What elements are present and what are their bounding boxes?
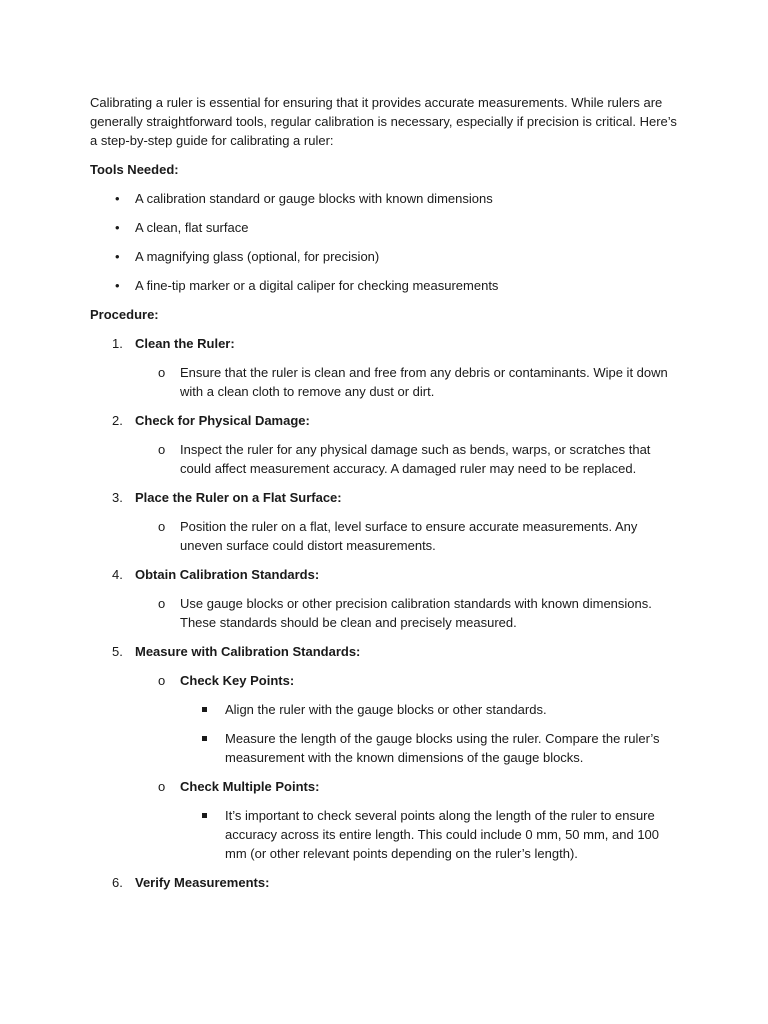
bullet-icon: • xyxy=(115,191,120,206)
procedure-step xyxy=(90,411,680,478)
step-number: 1. xyxy=(112,336,123,351)
step-title: Verify Measurements: xyxy=(135,875,270,890)
list-item xyxy=(135,363,680,401)
step-title: Check for Physical Damage: xyxy=(135,413,310,428)
procedure-steps xyxy=(90,334,680,892)
step-number: 2. xyxy=(112,413,123,428)
step-title: Clean the Ruler: xyxy=(135,336,235,351)
step-detail-list xyxy=(135,440,680,478)
list-item xyxy=(135,517,680,555)
procedure-step xyxy=(90,873,680,892)
step-detail: Inspect the ruler for any physical damage such as bends, warps, or scratches that could affect measurement accuracy. A damaged ruler may need to be replaced. xyxy=(180,442,651,476)
procedure-step xyxy=(90,642,680,863)
step-detail: Use gauge blocks or other precision calibration standards with known dimensions. These standards should be clean and precisely measured. xyxy=(180,596,652,630)
list-item xyxy=(135,594,680,632)
list-item xyxy=(135,777,680,863)
bullet-icon: • xyxy=(115,278,120,293)
bullet-icon: • xyxy=(115,220,120,235)
list-item xyxy=(180,806,680,863)
step-title: Measure with Calibration Standards: xyxy=(135,644,361,659)
subsection-items xyxy=(180,806,680,863)
step-number: 3. xyxy=(112,490,123,505)
subsection-item-text: Align the ruler with the gauge blocks or other standards. xyxy=(225,702,547,717)
list-item xyxy=(90,247,680,266)
circle-bullet-icon: o xyxy=(158,596,166,611)
list-item xyxy=(90,189,680,208)
subsection-item-text: It’s important to check several points along the length of the ruler to ensure accuracy across its entire length. This could include 0 mm, 50 mm, and 100 mm (or other relevant points depending on the ruler’s length). xyxy=(225,808,660,861)
step-number: 6. xyxy=(112,875,123,890)
step-number: 5. xyxy=(112,644,123,659)
tools-heading: Tools Needed: xyxy=(90,162,179,177)
list-item xyxy=(135,671,680,767)
circle-bullet-icon: o xyxy=(158,779,166,794)
step-detail-list xyxy=(135,594,680,632)
procedure-step xyxy=(90,334,680,401)
step-title: Obtain Calibration Standards: xyxy=(135,567,320,582)
list-item-text: A calibration standard or gauge blocks with known dimensions xyxy=(135,191,493,206)
subsection-title: Check Key Points: xyxy=(180,673,295,688)
square-bullet-icon xyxy=(202,736,207,741)
subsection-item-text: Measure the length of the gauge blocks using the ruler. Compare the ruler’s measurement with the known dimensions of the gauge blocks. xyxy=(225,731,660,765)
tools-list xyxy=(90,189,680,295)
list-item-text: A clean, flat surface xyxy=(135,220,249,235)
circle-bullet-icon: o xyxy=(158,519,166,534)
step-subsection-list xyxy=(135,671,680,863)
subsection-items xyxy=(180,700,680,767)
list-item xyxy=(180,700,680,719)
step-title: Place the Ruler on a Flat Surface: xyxy=(135,490,342,505)
circle-bullet-icon: o xyxy=(158,365,166,380)
procedure-heading: Procedure: xyxy=(90,307,159,322)
step-detail-list xyxy=(135,363,680,401)
list-item-text: A fine-tip marker or a digital caliper for checking measurements xyxy=(135,278,499,293)
subsection-title: Check Multiple Points: xyxy=(180,779,320,794)
bullet-icon: • xyxy=(115,249,120,264)
procedure-step xyxy=(90,565,680,632)
step-detail-list xyxy=(135,517,680,555)
square-bullet-icon xyxy=(202,813,207,818)
list-item xyxy=(135,440,680,478)
list-item xyxy=(90,218,680,237)
step-detail: Position the ruler on a flat, level surface to ensure accurate measurements. Any uneven surface could distort measurements. xyxy=(180,519,638,553)
intro-paragraph: Calibrating a ruler is essential for ensuring that it provides accurate measurements. While rulers are generally straightforward tools, regular calibration is necessary, especially if precision is critical. Here’s a step-by-step guide for calibrating a ruler: xyxy=(90,95,677,148)
circle-bullet-icon: o xyxy=(158,673,166,688)
list-item xyxy=(180,729,680,767)
list-item xyxy=(90,276,680,295)
circle-bullet-icon: o xyxy=(158,442,166,457)
list-item-text: A magnifying glass (optional, for precision) xyxy=(135,249,380,264)
document-page xyxy=(90,93,680,902)
square-bullet-icon xyxy=(202,707,207,712)
procedure-step xyxy=(90,488,680,555)
step-number: 4. xyxy=(112,567,123,582)
step-detail: Ensure that the ruler is clean and free from any debris or contaminants. Wipe it down with a clean cloth to remove any dust or dirt. xyxy=(180,365,668,399)
